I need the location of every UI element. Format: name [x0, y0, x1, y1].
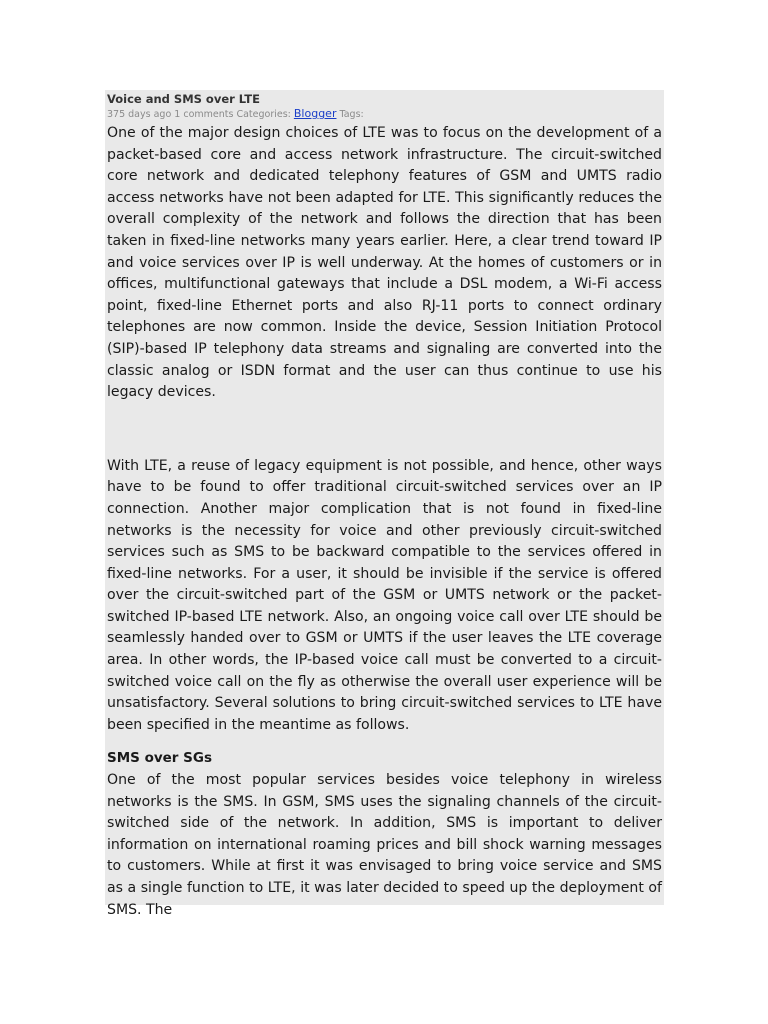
post-meta-prefix: 375 days ago 1 comments Categories:: [107, 109, 294, 120]
category-link[interactable]: Blogger: [293, 107, 337, 120]
section-heading: SMS over SGs: [107, 750, 213, 767]
paragraph-legacy: With LTE, a reuse of legacy equipment is not possible, and hence, other ways have to be found to offer traditional circuit-switched services over an IP connection. Another major complication that is not found in fixed-line networks is the necessity for voice and other previously circuit-switched services such as SMS to be backward compatible to the services offered in fixed-line networks. For a user, it should be invisible if the service is offered over the circuit-switched part of the GSM or UMTS network or the packet-switched IP-based LTE network. Also, an ongoing voice call over LTE should be seamlessly handed over to GSM or UMTS if the user leaves the LTE coverage area. In other words, the IP-based voice call must be converted to a circuit-switched voice call on the fly as otherwise the overall user experience will be unsatisfactory. Several solutions to bring circuit-switched services to LTE have been specified in the meantime as follows.: [107, 457, 662, 733]
section-spacer: [107, 736, 662, 748]
article-content: [105, 90, 662, 921]
post-meta: [107, 107, 662, 122]
post-title: Voice and SMS over LTE: [107, 92, 260, 106]
post-meta-tags: Tags:: [336, 109, 364, 120]
paragraph-spacer: [107, 404, 662, 456]
paragraph-sms: One of the most popular services besides voice telephony in wireless networks is the SMS. In GSM, SMS uses the signaling channels of the circuit-switched side of the network. In addition, SMS is important to deliver information on international roaming prices and bill shock warning messages to customers. While at first it was envisaged to bring voice service and SMS as a single function to LTE, it was later decided to speed up the deployment of SMS. The: [107, 772, 662, 918]
article-panel: [105, 90, 664, 918]
paragraph-intro: One of the major design choices of LTE was to focus on the development of a packet-based core and access network infrastructure. The circuit-switched core network and dedicated telephony features of GSM and UMTS radio access networks have not been adapted for LTE. This significantly reduces the overall complexity of the network and follows the direction that has been taken in fixed-line networks many years earlier. Here, a clear trend toward IP and voice services over IP is well underway. At the homes of customers or in offices, multifunctional gateways that include a DSL modem, a Wi-Fi access point, fixed-line Ethernet ports and also RJ-11 ports to connect ordinary telephones are now common. Inside the device, Session Initiation Protocol (SIP)-based IP telephony data streams and signaling are converted into the classic analog or ISDN format and the user can thus continue to use his legacy devices.: [107, 125, 662, 401]
